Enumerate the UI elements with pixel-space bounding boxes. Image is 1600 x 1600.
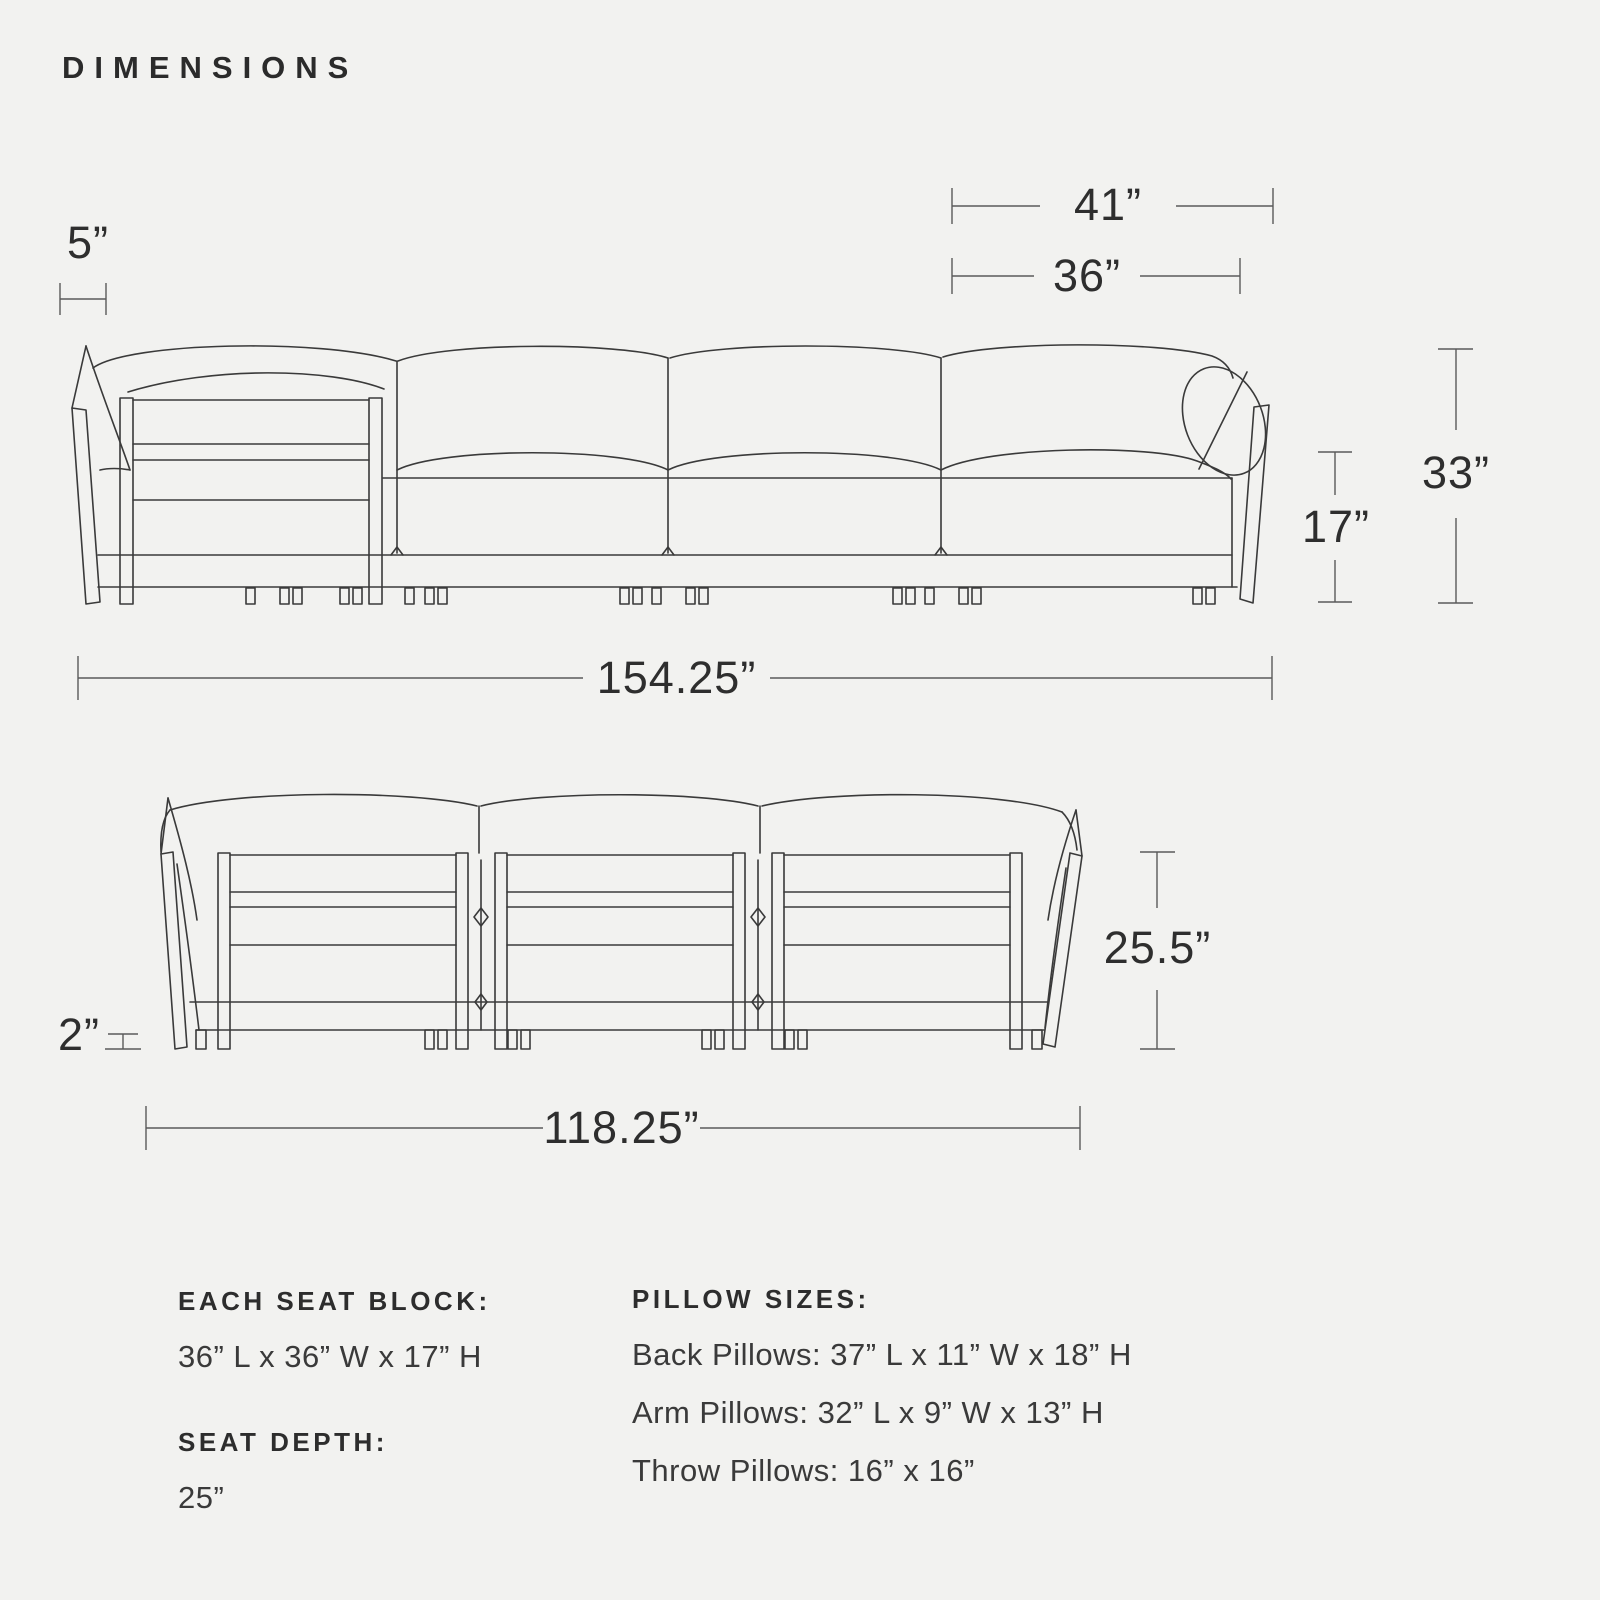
seat-depth-heading: SEAT DEPTH:: [178, 1427, 388, 1457]
back-pillows-value: Back Pillows: 37” L x 11” W x 18” H: [632, 1337, 1132, 1372]
arm-pillows-value: Arm Pillows: 32” L x 9” W x 13” H: [632, 1395, 1104, 1430]
pillow-sizes-heading: PILLOW SIZES:: [632, 1284, 870, 1314]
page-title: DIMENSIONS: [62, 50, 359, 85]
dim-seat-block-width-label: 36”: [1052, 250, 1122, 301]
seat-depth-value: 25”: [178, 1480, 225, 1515]
seat-block-value: 36” L x 36” W x 17” H: [178, 1339, 482, 1374]
front-elevation-drawing: [72, 345, 1280, 604]
back-view-legs: [196, 1030, 1042, 1049]
dim-overall-height-label: 33”: [1421, 447, 1491, 498]
corner-frame-right-stile: [369, 398, 382, 604]
dim-overall-length-label: 154.25”: [596, 652, 757, 703]
dim-arm-width-label: 5”: [66, 217, 109, 268]
back-elevation-drawing: [161, 794, 1082, 1049]
corner-frame-left-stile: [120, 398, 133, 604]
back-frame-2: [495, 853, 745, 1049]
seat-block-heading: EACH SEAT BLOCK:: [178, 1286, 491, 1316]
back-frame-3: [772, 853, 1022, 1049]
front-view-legs: [246, 588, 1215, 604]
dim-block-with-arm-label: 41”: [1073, 179, 1143, 230]
dim-back-height-label: 25.5”: [1103, 922, 1212, 973]
throw-pillows-value: Throw Pillows: 16” x 16”: [632, 1453, 975, 1488]
seat-spec-column: [178, 1286, 491, 1516]
pillow-spec-column: [632, 1284, 1132, 1489]
dim-seat-height-label: 17”: [1301, 501, 1371, 552]
spec-spacer: [178, 1375, 491, 1427]
back-frame-1: [218, 853, 468, 1049]
dim-leg-height-label: 2”: [57, 1009, 100, 1060]
dim-overall-width-label: 118.25”: [543, 1102, 700, 1153]
